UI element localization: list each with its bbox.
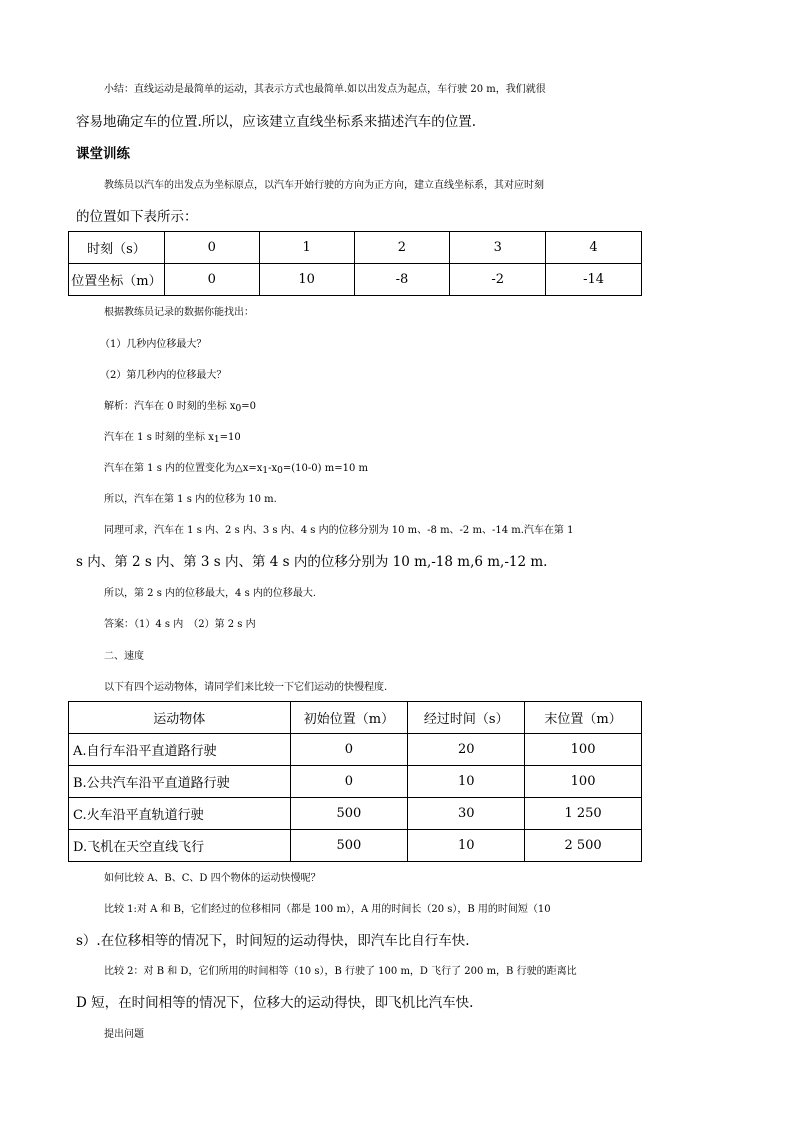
table-cell: -14 (546, 264, 642, 296)
table-cell: C.火车沿平直轨道行驶 (69, 798, 291, 830)
table-cell: 20 (408, 734, 525, 766)
table-header: 经过时间（s） (408, 702, 525, 734)
compare-2-line-2: D 短，在时间相等的情况下，位移大的运动得快，即飞机比汽车快. (76, 995, 474, 1011)
table-cell: 10 (408, 830, 525, 862)
table-row (69, 766, 642, 798)
training-intro-line-2: 的位置如下表所示： (76, 209, 198, 225)
table-cell: 10 (259, 264, 354, 296)
table-row (69, 830, 642, 862)
table-cell: 1 250 (525, 798, 642, 830)
table-cell: 0 (164, 264, 259, 296)
table-header: 末位置（m） (525, 702, 642, 734)
question-lead: 根据教练员记录的数据你能找出： (104, 307, 254, 318)
question-2: （2）第几秒内的位移最大？ (100, 370, 227, 381)
analysis-line-2: 汽车在 1 s 时刻的坐标 $x_1=10$ (104, 432, 241, 445)
training-intro-line-1: 教练员以汽车的出发点为坐标原点，以汽车开始行驶的方向为正方向，建立直线坐标系，其对应时刻 (104, 180, 544, 191)
table-cell: 4 (546, 232, 642, 264)
table-cell: D.飞机在天空直线飞行 (69, 830, 291, 862)
speed-intro: 以下有四个运动物体，请同学们来比较一下它们运动的快慢程度. (104, 682, 388, 693)
analysis-line-3: 汽车在第 1 s 内的位置变化为$\triangle x=x_1-x_0=(10-0)$ m=10 m (104, 463, 368, 476)
table-cell: 100 (525, 766, 642, 798)
table-cell: 500 (290, 798, 408, 830)
table-cell: -8 (354, 264, 450, 296)
position-table (68, 231, 642, 296)
table-cell: 0 (164, 232, 259, 264)
analysis-line-4: 所以，汽车在第 1 s 内的位移为 10 m. (104, 494, 277, 505)
table-header-row (69, 702, 642, 734)
section-heading-speed: 二、速度 (104, 651, 144, 662)
section-heading-training: 课堂训练 (76, 146, 130, 162)
table-row (69, 232, 642, 264)
answer-line: 答案：（1）4 s 内 （2）第 2 s 内 (104, 619, 256, 630)
compare-question: 如何比较 A、B、C、D 四个物体的运动快慢呢？ (104, 873, 321, 884)
table-cell: 10 (408, 766, 525, 798)
table-row (69, 734, 642, 766)
raise-question: 提出问题 (104, 1029, 144, 1040)
table-header: 运动物体 (69, 702, 291, 734)
table-cell: 时刻（s） (69, 232, 165, 264)
table-cell: B.公共汽车沿平直道路行驶 (69, 766, 291, 798)
table-row (69, 264, 642, 296)
compare-2-line-1: 比较 2：对 B 和 D，它们所用的时间相等（10 s），B 行驶了 100 m，D 飞行了 200 m，B 行驶的距离比 (104, 966, 577, 977)
table-cell: 100 (525, 734, 642, 766)
table-cell: 500 (290, 830, 408, 862)
analysis-line-1: 解析：汽车在 0 时刻的坐标 $x_0=0$ (104, 401, 257, 414)
table-cell: 0 (290, 766, 408, 798)
analysis-line-5a: 同理可求，汽车在 1 s 内、2 s 内、3 s 内、4 s 内的位移分别为 10 m、-8 m、-2 m、-14 m.汽车在第 1 (104, 525, 574, 536)
table-cell: 3 (450, 232, 546, 264)
table-cell: -2 (450, 264, 546, 296)
question-1: （1）几秒内位移最大？ (100, 339, 207, 350)
table-cell: A.自行车沿平直道路行驶 (69, 734, 291, 766)
table-cell: 2 (354, 232, 450, 264)
compare-1-line-2: s）.在位移相等的情况下，时间短的运动得快，即汽车比自行车快. (76, 933, 470, 949)
table-cell: 0 (290, 734, 408, 766)
table-cell: 位置坐标（m） (69, 264, 165, 296)
summary-line-2: 容易地确定车的位置.所以，应该建立直线坐标系来描述汽车的位置. (76, 114, 477, 130)
analysis-line-6: 所以，第 2 s 内的位移最大，4 s 内的位移最大. (104, 588, 317, 599)
table-row (69, 798, 642, 830)
table-header: 初始位置（m） (290, 702, 408, 734)
table-cell: 1 (259, 232, 354, 264)
table-cell: 2 500 (525, 830, 642, 862)
summary-line-1: 小结：直线运动是最简单的运动，其表示方式也最简单.如以出发点为起点，车行驶 20 m，我们就很 (104, 84, 546, 95)
analysis-line-5b: s 内、第 2 s 内、第 3 s 内、第 4 s 内的位移分别为 10 m,-18 m,6 m,-12 m. (76, 554, 548, 570)
motion-table (68, 701, 642, 862)
table-cell: 30 (408, 798, 525, 830)
compare-1-line-1: 比较 1:对 A 和 B，它们经过的位移相同（都是 100 m），A 用的时间长（20 s），B 用的时间短（10 (104, 904, 551, 915)
